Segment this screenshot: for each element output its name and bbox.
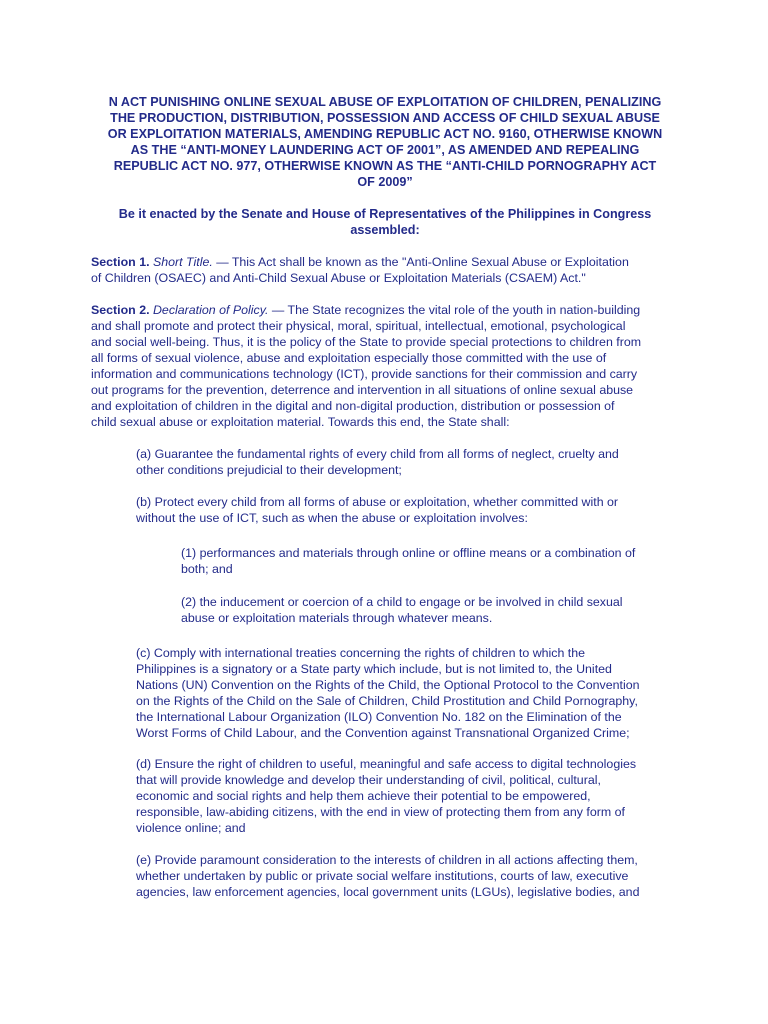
clause-e [136,852,639,900]
title-line: REPUBLIC ACT NO. 977, OTHERWISE KNOWN AS THE “ANTI-CHILD PORNOGRAPHY ACT [113,159,657,173]
clause-text: Philippines is a signatory or a State party which include, but is not limited to, the United [136,662,612,676]
clause-text: both; and [181,562,233,576]
clause-text: economic and social rights and help them achieve their potential to be empowered, [136,789,591,803]
clause-text: Nations (UN) Convention on the Rights of the Child, the Optional Protocol to the Convention [136,678,640,692]
clause-text: (d) Ensure the right of children to useful, meaningful and safe access to digital technologies [136,757,637,771]
title-line: N ACT PUNISHING ONLINE SEXUAL ABUSE OF EXPLOITATION OF CHILDREN, PENALIZING [108,95,662,109]
clause-text: violence online; and [136,821,246,835]
section-1-heading: Short Title. [152,255,213,269]
clause-text: abuse or exploitation materials through whatever means. [181,611,493,625]
title-line: THE PRODUCTION, DISTRIBUTION, POSSESSION AND ACCESS OF CHILD SEXUAL ABUSE [110,111,660,125]
section-2-label: Section 2. [91,303,150,317]
clause-text: the International Labour Organization (ILO) Convention No. 182 on the Elimination of the [136,710,622,724]
clause-text: other conditions prejudicial to their development; [136,463,402,477]
clause-text: (1) performances and materials through online or offline means or a combination of [181,546,636,560]
clause-text: that will provide knowledge and develop their understanding of civil, political, cultural, [136,773,601,787]
enacting-line: Be it enacted by the Senate and House of Representatives of the Philippines in Congress [118,207,652,221]
title-line: OR EXPLOITATION MATERIALS, AMENDING REPUBLIC ACT NO. 9160, OTHERWISE KNOWN [107,127,663,141]
clause-text: responsible, law-abiding citizens, with the end in view of protecting them from any form of [136,805,625,819]
clause-d [136,756,636,836]
section-1-label: Section 1. [91,255,150,269]
section-2-text: child sexual abuse or exploitation material. Towards this end, the State shall: [91,415,510,429]
clause-text: (a) Guarantee the fundamental rights of every child from all forms of neglect, cruelty and [136,447,619,461]
clause-text: (c) Comply with international treaties concerning the rights of children to which the [136,646,586,660]
title-line: AS THE “ANTI-MONEY LAUNDERING ACT OF 2001”, AS AMENDED AND REPEALING [130,143,640,157]
section-2-text: and social well-being. Thus, it is the policy of the State to provide special protections to children from [91,335,642,349]
title-line: OF 2009” [357,175,413,189]
section-2-heading: Declaration of Policy. [152,303,269,317]
clause-b [136,494,618,526]
section-2-text: and shall promote and protect their physical, moral, spiritual, intellectual, emotional, psychological [91,319,626,333]
clause-b-1 [181,545,635,577]
clause-text: (b) Protect every child from all forms of abuse or exploitation, whether committed with or [136,495,619,509]
clause-text: whether undertaken by public or private social welfare institutions, courts of law, executive [136,869,629,883]
section-2-text: all forms of sexual violence, abuse and exploitation especially those committed with the use of [91,351,607,365]
section-2-text: and exploitation of children in the digital and non-digital production, distribution or possession of [91,399,615,413]
clause-text: without the use of ICT, such as when the abuse or exploitation involves: [136,511,528,525]
clause-text: Worst Forms of Child Labour, and the Convention against Transnational Organized Crime; [136,726,630,740]
section-2-text: — The State recognizes the vital role of the youth in nation-building [268,303,641,317]
enacting-line: assembled: [350,223,420,237]
clause-text: (e) Provide paramount consideration to the interests of children in all actions affecting them, [136,853,638,867]
clause-a [136,446,619,478]
clause-b-2 [181,594,623,626]
clause-text: agencies, law enforcement agencies, local government units (LGUs), legislative bodies, and [136,885,640,899]
section-2-text: information and communications technology (ICT), provide sanctions for their commission and carry [91,367,638,381]
clause-text: (2) the inducement or coercion of a child to engage or be involved in child sexual [181,595,623,609]
section-2-text: out programs for the prevention, deterrence and intervention in all situations of online sexual abuse [91,383,634,397]
clause-c [136,645,639,741]
act-title [90,94,680,190]
section-1-text: — This Act shall be known as the "Anti-Online Sexual Abuse or Exploitation [212,255,629,269]
section-2 [91,302,641,430]
section-1-text: of Children (OSAEC) and Anti-Child Sexual Abuse or Exploitation Materials (CSAEM) Act." [91,271,586,285]
enacting-clause [90,206,680,238]
section-1 [91,254,629,286]
clause-text: on the Rights of the Child on the Sale of Children, Child Prostitution and Child Pornography, [136,694,638,708]
